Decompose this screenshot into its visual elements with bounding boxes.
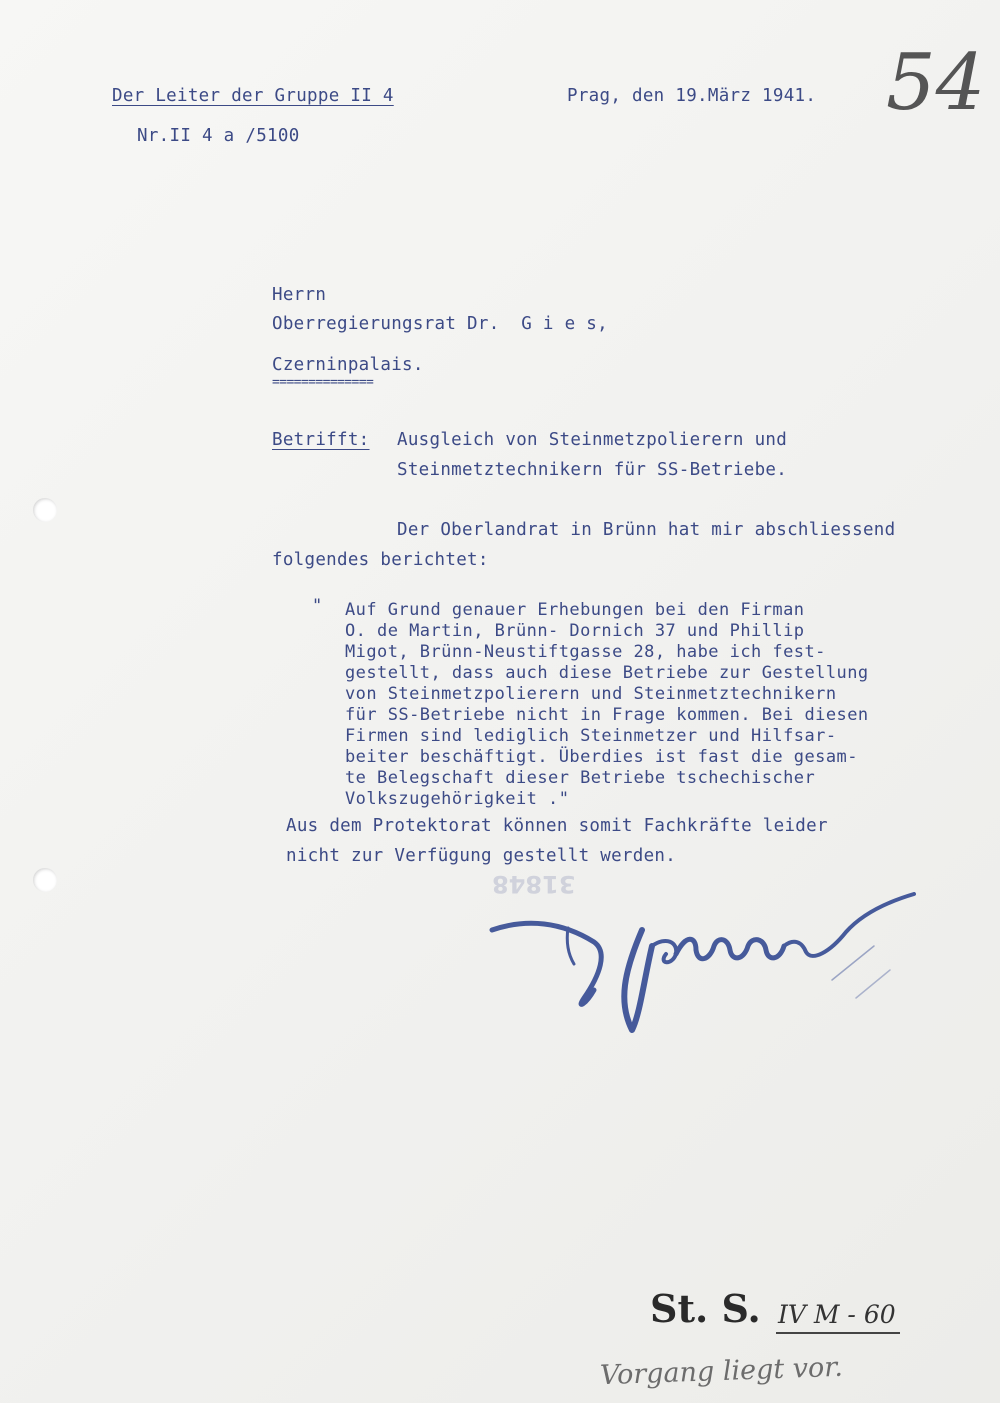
quote-line: Volkszugehörigkeit .": [345, 789, 570, 809]
quote-line: von Steinmetzpolierern und Steinmetztechnikern: [345, 684, 837, 704]
closing-line-1: Aus dem Protektorat können somit Fachkräfte leider: [286, 816, 828, 836]
recipient-location-underline: ==============: [272, 375, 374, 390]
registry-stamp-label: St. S.: [650, 1286, 761, 1331]
folio-number: 54: [886, 38, 986, 128]
place-date: Prag, den 19.März 1941.: [567, 86, 817, 106]
quote-line: beiter beschäftigt. Überdies ist fast die gesam-: [345, 747, 858, 767]
punch-hole-upper: [33, 498, 57, 522]
punch-hole-lower: [33, 868, 57, 892]
quote-line: Migot, Brünn-Neustiftgasse 28, habe ich fest-: [345, 642, 826, 662]
registry-reference-underline: [776, 1332, 900, 1334]
intro-line-1: Der Oberlandrat in Brünn hat mir abschliessend: [397, 520, 896, 540]
handwritten-note: Vorgang liegt vor.: [599, 1351, 844, 1392]
registry-reference: IV M - 60: [778, 1300, 896, 1329]
subject-label: Betrifft:: [272, 430, 370, 450]
quote-line: O. de Martin, Brünn- Dornich 37 und Phillip: [345, 621, 805, 641]
quote-line: Firmen sind lediglich Steinmetzer und Hilfsar-: [345, 726, 837, 746]
quote-line: te Belegschaft dieser Betriebe tschechischer: [345, 768, 816, 788]
closing-line-2: nicht zur Verfügung gestellt werden.: [286, 846, 677, 866]
quote-line: für SS-Betriebe nicht in Frage kommen. Bei diesen: [345, 705, 869, 725]
subject-line-1: Ausgleich von Steinmetzpolierern und: [397, 430, 788, 450]
recipient-salutation: Herrn: [272, 285, 327, 305]
sender-line: Der Leiter der Gruppe II 4: [112, 86, 394, 106]
reference-number: Nr.II 4 a /5100: [137, 126, 300, 146]
recipient-name: Oberregierungsrat Dr. G i e s,: [272, 314, 608, 334]
signature: [482, 880, 922, 1040]
intro-line-2: folgendes berichtet:: [272, 550, 489, 570]
show-through-number: 31848: [492, 870, 576, 898]
subject-line-2: Steinmetztechnikern für SS-Betriebe.: [397, 460, 788, 480]
quote-line: Auf Grund genauer Erhebungen bei den Firman: [345, 600, 805, 620]
quote-line: gestellt, dass auch diese Betriebe zur Gestellung: [345, 663, 869, 683]
quote-open-mark: ": [312, 596, 323, 616]
recipient-location: Czerninpalais.: [272, 355, 424, 375]
